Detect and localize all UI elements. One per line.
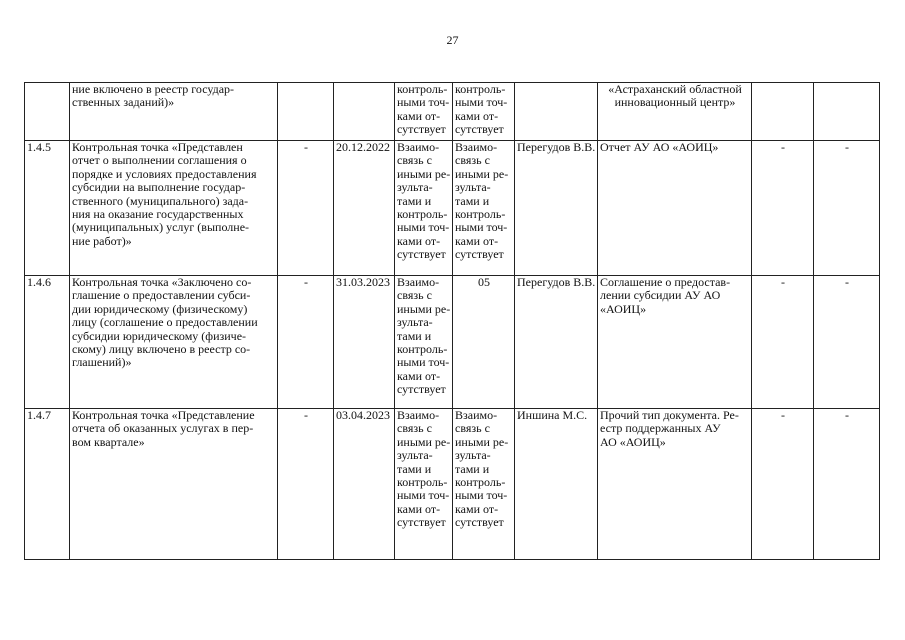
responsible-person: Перегудов В.В. [515, 141, 598, 276]
document-type: Отчет АУ АО «АОИЦ» [598, 141, 752, 276]
control-point-name: ние включено в реестр государ- ственных заданий)» [70, 83, 278, 141]
extra-column-10: - [814, 276, 880, 409]
row-number: 1.4.7 [25, 409, 70, 560]
extra-column-9 [752, 83, 814, 141]
table-row [25, 276, 880, 409]
extra-column-9: - [752, 409, 814, 560]
control-point-name: Контрольная точка «Заключено со- глашение о предоставлении субси- дии юридическому (физическому) лицу (соглашение о предоставлении субсидии юридическому (физиче- скому) лицу включено в реестр со- глашений)» [70, 276, 278, 409]
responsible-person: Перегудов В.В. [515, 276, 598, 409]
base-value: - [278, 409, 334, 560]
control-points-table [24, 82, 880, 560]
base-value: - [278, 276, 334, 409]
row-number: 1.4.6 [25, 276, 70, 409]
predecessor-links: Взаимо- связь с иными ре- зульта- тами и контроль- ными точ- ками от- сутствует [395, 276, 453, 409]
table-row [25, 141, 880, 276]
document-type: «Астраханский областной инновационный центр» [598, 83, 752, 141]
control-point-date [334, 83, 395, 141]
document-type: Соглашение о предостав- лении субсидии АУ АО «АОИЦ» [598, 276, 752, 409]
predecessor-links: контроль- ными точ- ками от- сутствует [395, 83, 453, 141]
responsible-person [515, 83, 598, 141]
responsible-person: Иншина М.С. [515, 409, 598, 560]
row-number [25, 83, 70, 141]
predecessor-links: Взаимо- связь с иными ре- зульта- тами и контроль- ными точ- ками от- сутствует [395, 141, 453, 276]
predecessor-links: Взаимо- связь с иными ре- зульта- тами и контроль- ными точ- ками от- сутствует [395, 409, 453, 560]
control-point-date: 03.04.2023 [334, 409, 395, 560]
successor-links: Взаимо- связь с иными ре- зульта- тами и контроль- ными точ- ками от- сутствует [453, 409, 515, 560]
control-point-name: Контрольная точка «Представлен отчет о выполнении соглашения о порядке и условиях предоставления субсидии на выполнение государ- ственного (муниципального) зада- ния на оказание государственных (муниципальных) услуг (выполне- ние работ)» [70, 141, 278, 276]
base-value: - [278, 141, 334, 276]
control-point-date: 31.03.2023 [334, 276, 395, 409]
successor-links: Взаимо- связь с иными ре- зульта- тами и контроль- ными точ- ками от- сутствует [453, 141, 515, 276]
extra-column-10: - [814, 141, 880, 276]
extra-column-10: - [814, 409, 880, 560]
document-type: Прочий тип документа. Ре- естр поддержанных АУ АО «АОИЦ» [598, 409, 752, 560]
extra-column-9: - [752, 141, 814, 276]
extra-column-9: - [752, 276, 814, 409]
table-row [25, 83, 880, 141]
page-number: 27 [446, 33, 459, 47]
control-point-name: Контрольная точка «Представление отчета об оказанных услугах в пер- вом квартале» [70, 409, 278, 560]
table-row [25, 409, 880, 560]
extra-column-10 [814, 83, 880, 141]
successor-links: контроль- ными точ- ками от- сутствует [453, 83, 515, 141]
successor-links: 05 [453, 276, 515, 409]
control-point-date: 20.12.2022 [334, 141, 395, 276]
row-number: 1.4.5 [25, 141, 70, 276]
base-value [278, 83, 334, 141]
